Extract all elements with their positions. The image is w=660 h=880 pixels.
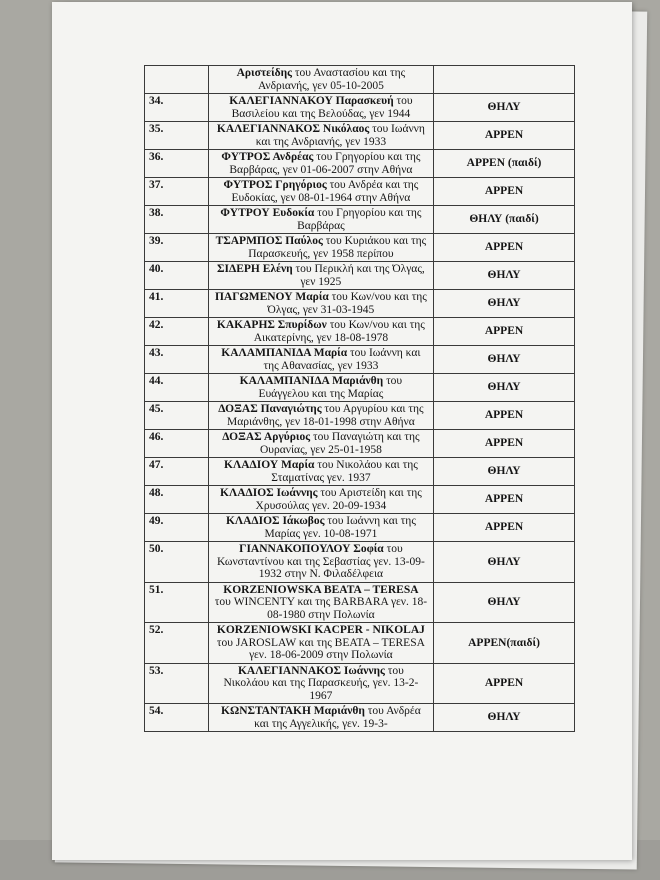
table-row bbox=[145, 178, 575, 206]
person-details: του Κων/νου και της Αικατερίνης, γεν 18-08-1978 bbox=[253, 319, 425, 344]
person-name: ΚΑΛΕΓΙΑΝΝΑΚΟΣ Ιωάννης bbox=[237, 664, 385, 677]
table-row bbox=[145, 206, 575, 234]
row-number: 49. bbox=[145, 514, 209, 542]
sex-cell: ΘΗΛΥ bbox=[434, 94, 575, 122]
person-name: ΦΥΤΡΟΣ Ανδρέας bbox=[221, 151, 314, 163]
person-details: του Κων/νου και της Όλγας, γεν 31-03-1945 bbox=[267, 291, 427, 316]
person-description bbox=[208, 66, 433, 94]
person-name: ΚΑΛΑΜΠΑΝΙΔΑ Μαριάνθη bbox=[239, 375, 384, 387]
person-details: του Κωνσταντίνου και της Σεβαστίας γεν. 13-09-1932 στην Ν. Φιλαδέλφεια bbox=[217, 543, 425, 580]
person-description bbox=[208, 458, 433, 486]
persons-table bbox=[144, 65, 575, 732]
sex-cell: ΑΡΡΕΝ (παιδί) bbox=[434, 150, 575, 178]
table-row bbox=[145, 346, 575, 374]
person-name: ΚΑΚΑΡΗΣ Σπυρίδων bbox=[216, 319, 327, 331]
person-name: ΚΛΑΔΙΟΥ Μαρία bbox=[224, 459, 315, 471]
row-number: 35. bbox=[145, 122, 209, 150]
sex-cell: ΑΡΡΕΝ bbox=[434, 402, 575, 430]
person-name: ΠΑΓΩΜΕΝΟΥ Μαρία bbox=[214, 291, 329, 303]
row-number: 46. bbox=[145, 430, 209, 458]
person-name: ΦΥΤΡΟΣ Γρηγόριος bbox=[223, 179, 327, 191]
person-details: του Κυριάκου και της Παρασκευής, γεν 1958 περίπου bbox=[248, 235, 427, 260]
person-name: Αριστείδης bbox=[236, 67, 293, 79]
table-row bbox=[145, 458, 575, 486]
person-name: ΔΟΞΑΣ Παναγιώτης bbox=[218, 403, 322, 415]
table-row bbox=[145, 262, 575, 290]
table-row bbox=[145, 374, 575, 402]
person-description bbox=[208, 582, 433, 623]
person-description bbox=[208, 262, 433, 290]
person-description bbox=[208, 486, 433, 514]
row-number: 37. bbox=[145, 178, 209, 206]
person-details: του Παναγιώτη και της Ουρανίας, γεν 25-01-1958 bbox=[259, 431, 420, 456]
person-description bbox=[208, 374, 433, 402]
table-row bbox=[145, 704, 575, 732]
person-description bbox=[208, 346, 433, 374]
sex-cell: ΑΡΡΕΝ bbox=[434, 514, 575, 542]
row-number: 36. bbox=[145, 150, 209, 178]
row-number bbox=[145, 66, 209, 94]
row-number: 54. bbox=[145, 704, 209, 732]
sex-cell: ΑΡΡΕΝ bbox=[434, 486, 575, 514]
table-row bbox=[145, 290, 575, 318]
person-name: ΚΑΛΕΓΙΑΝΝΑΚΟΥ Παρασκευή bbox=[229, 95, 394, 107]
sex-cell: ΘΗΛΥ bbox=[434, 704, 575, 732]
person-description bbox=[208, 94, 433, 122]
row-number: 53. bbox=[145, 663, 209, 704]
person-details: του Γρηγορίου και της Βαρβάρας, γεν 01-06-2007 στην Αθήνα bbox=[229, 151, 421, 176]
person-description bbox=[208, 318, 433, 346]
row-number: 42. bbox=[145, 318, 209, 346]
table-row bbox=[145, 318, 575, 346]
person-description bbox=[208, 206, 433, 234]
person-name: ΣΙΔΕΡΗ Ελένη bbox=[217, 263, 293, 275]
sex-cell: ΑΡΡΕΝ bbox=[434, 122, 575, 150]
sex-cell: ΘΗΛΥ bbox=[434, 290, 575, 318]
person-name: ΚΑΛΕΓΙΑΝΝΑΚΟΣ Νικόλαος bbox=[216, 123, 370, 135]
table-row bbox=[145, 430, 575, 458]
sex-cell: ΑΡΡΕΝ bbox=[434, 178, 575, 206]
row-number: 39. bbox=[145, 234, 209, 262]
row-number: 47. bbox=[145, 458, 209, 486]
person-details: του Ανδρέα και της Αγγελικής, γεν. 19-3- bbox=[254, 705, 421, 730]
table-row bbox=[145, 623, 575, 664]
sex-cell: ΘΗΛΥ (παιδί) bbox=[434, 206, 575, 234]
table-row bbox=[145, 150, 575, 178]
person-details: του Νικολάου και της Σταματίνας γεν. 1937 bbox=[271, 459, 418, 484]
person-details: του Ιωάννη και της Μαρίας γεν. 10-08-1971 bbox=[264, 515, 416, 540]
person-description bbox=[208, 704, 433, 732]
row-number: 51. bbox=[145, 582, 209, 623]
sex-cell bbox=[434, 66, 575, 94]
person-description bbox=[208, 430, 433, 458]
table-row bbox=[145, 402, 575, 430]
sex-cell: ΘΗΛΥ bbox=[434, 582, 575, 623]
document-page bbox=[52, 2, 632, 860]
table-row bbox=[145, 94, 575, 122]
person-description bbox=[208, 623, 433, 664]
table-row bbox=[145, 486, 575, 514]
sex-cell: ΑΡΡΕΝ bbox=[434, 234, 575, 262]
row-number: 52. bbox=[145, 623, 209, 664]
table-row bbox=[145, 66, 575, 94]
table-row bbox=[145, 542, 575, 583]
row-number: 43. bbox=[145, 346, 209, 374]
person-details: του Γρηγορίου και της Βαρβάρας bbox=[297, 207, 422, 232]
person-details: του Ιωάννη και της Ανδριανής, γεν 1933 bbox=[255, 123, 425, 148]
person-details: του Ευάγγελου και της Μαρίας bbox=[258, 375, 403, 400]
sex-cell: ΘΗΛΥ bbox=[434, 346, 575, 374]
table-row bbox=[145, 663, 575, 704]
sex-cell: ΘΗΛΥ bbox=[434, 262, 575, 290]
person-description bbox=[208, 234, 433, 262]
person-details: του Αριστείδη και της Χρυσούλας γεν. 20-09-1934 bbox=[255, 487, 422, 512]
person-name: ΚΛΑΔΙΟΣ Ιωάννης bbox=[220, 487, 318, 499]
row-number: 44. bbox=[145, 374, 209, 402]
person-name: ΦΥΤΡΟΥ Ευδοκία bbox=[220, 207, 315, 219]
person-name: ΚΑΛΑΜΠΑΝΙΔΑ Μαρία bbox=[221, 347, 348, 359]
person-details: του JAROSLAW και της BEATA – TERESA γεν. 18-06-2009 στην Πολωνία bbox=[216, 636, 425, 661]
person-name: KORZENIOWSKI KACPER - NIKOLAJ bbox=[216, 624, 425, 636]
sex-cell: ΑΡΡΕΝ bbox=[434, 663, 575, 704]
person-details: του Ανδρέα και της Ευδοκίας, γεν 08-01-1964 στην Αθήνα bbox=[231, 179, 419, 204]
row-number: 50. bbox=[145, 542, 209, 583]
person-description bbox=[208, 122, 433, 150]
table-row bbox=[145, 122, 575, 150]
person-details: του Νικολάου και της Παρασκευής, γεν. 13-2-1967 bbox=[223, 664, 419, 702]
person-name: ΤΣΑΡΜΠΟΣ Παύλος bbox=[215, 235, 323, 247]
person-name: ΔΟΞΑΣ Αργύριος bbox=[222, 431, 311, 443]
person-name: ΚΛΑΔΙΟΣ Ιάκωβος bbox=[225, 515, 325, 527]
person-details: του Περικλή και της Όλγας, γεν 1925 bbox=[292, 263, 425, 288]
row-number: 41. bbox=[145, 290, 209, 318]
person-description bbox=[208, 290, 433, 318]
row-number: 45. bbox=[145, 402, 209, 430]
person-details: του Ιωάννη και της Αθανασίας, γεν 1933 bbox=[263, 347, 421, 372]
person-description bbox=[208, 150, 433, 178]
row-number: 38. bbox=[145, 206, 209, 234]
sex-cell: ΘΗΛΥ bbox=[434, 542, 575, 583]
row-number: 48. bbox=[145, 486, 209, 514]
sex-cell: ΑΡΡΕΝ bbox=[434, 430, 575, 458]
row-number: 40. bbox=[145, 262, 209, 290]
person-description bbox=[208, 663, 433, 704]
sex-cell: ΑΡΡΕΝ bbox=[434, 318, 575, 346]
person-description bbox=[208, 542, 433, 583]
person-details: του WINCENTY και της BARBARA γεν. 18-08-1980 στην Πολωνία bbox=[214, 596, 428, 621]
person-name: KORZENIOWSKA BEATA – TERESA bbox=[223, 583, 419, 596]
person-name: ΓΙΑΝΝΑΚΟΠΟΥΛΟΥ Σοφία bbox=[239, 543, 384, 555]
table-row bbox=[145, 582, 575, 623]
table-row bbox=[145, 234, 575, 262]
person-name: ΚΩΝΣΤΑΝΤΑΚΗ Μαριάνθη bbox=[221, 705, 365, 717]
person-details: του Αργυρίου και της Μαριάνθης, γεν 18-01-1998 στην Αθήνα bbox=[227, 403, 424, 428]
person-details: του Βασιλείου και της Βελούδας, γεν 1944 bbox=[231, 95, 413, 120]
person-description bbox=[208, 514, 433, 542]
sex-cell: ΘΗΛΥ bbox=[434, 374, 575, 402]
table-row bbox=[145, 514, 575, 542]
sex-cell: ΘΗΛΥ bbox=[434, 458, 575, 486]
person-description bbox=[208, 178, 433, 206]
person-description bbox=[208, 402, 433, 430]
person-details: του Αναστασίου και της Ανδριανής, γεν 05-10-2005 bbox=[257, 67, 406, 92]
sex-cell: ΑΡΡΕΝ(παιδί) bbox=[434, 623, 575, 664]
row-number: 34. bbox=[145, 94, 209, 122]
